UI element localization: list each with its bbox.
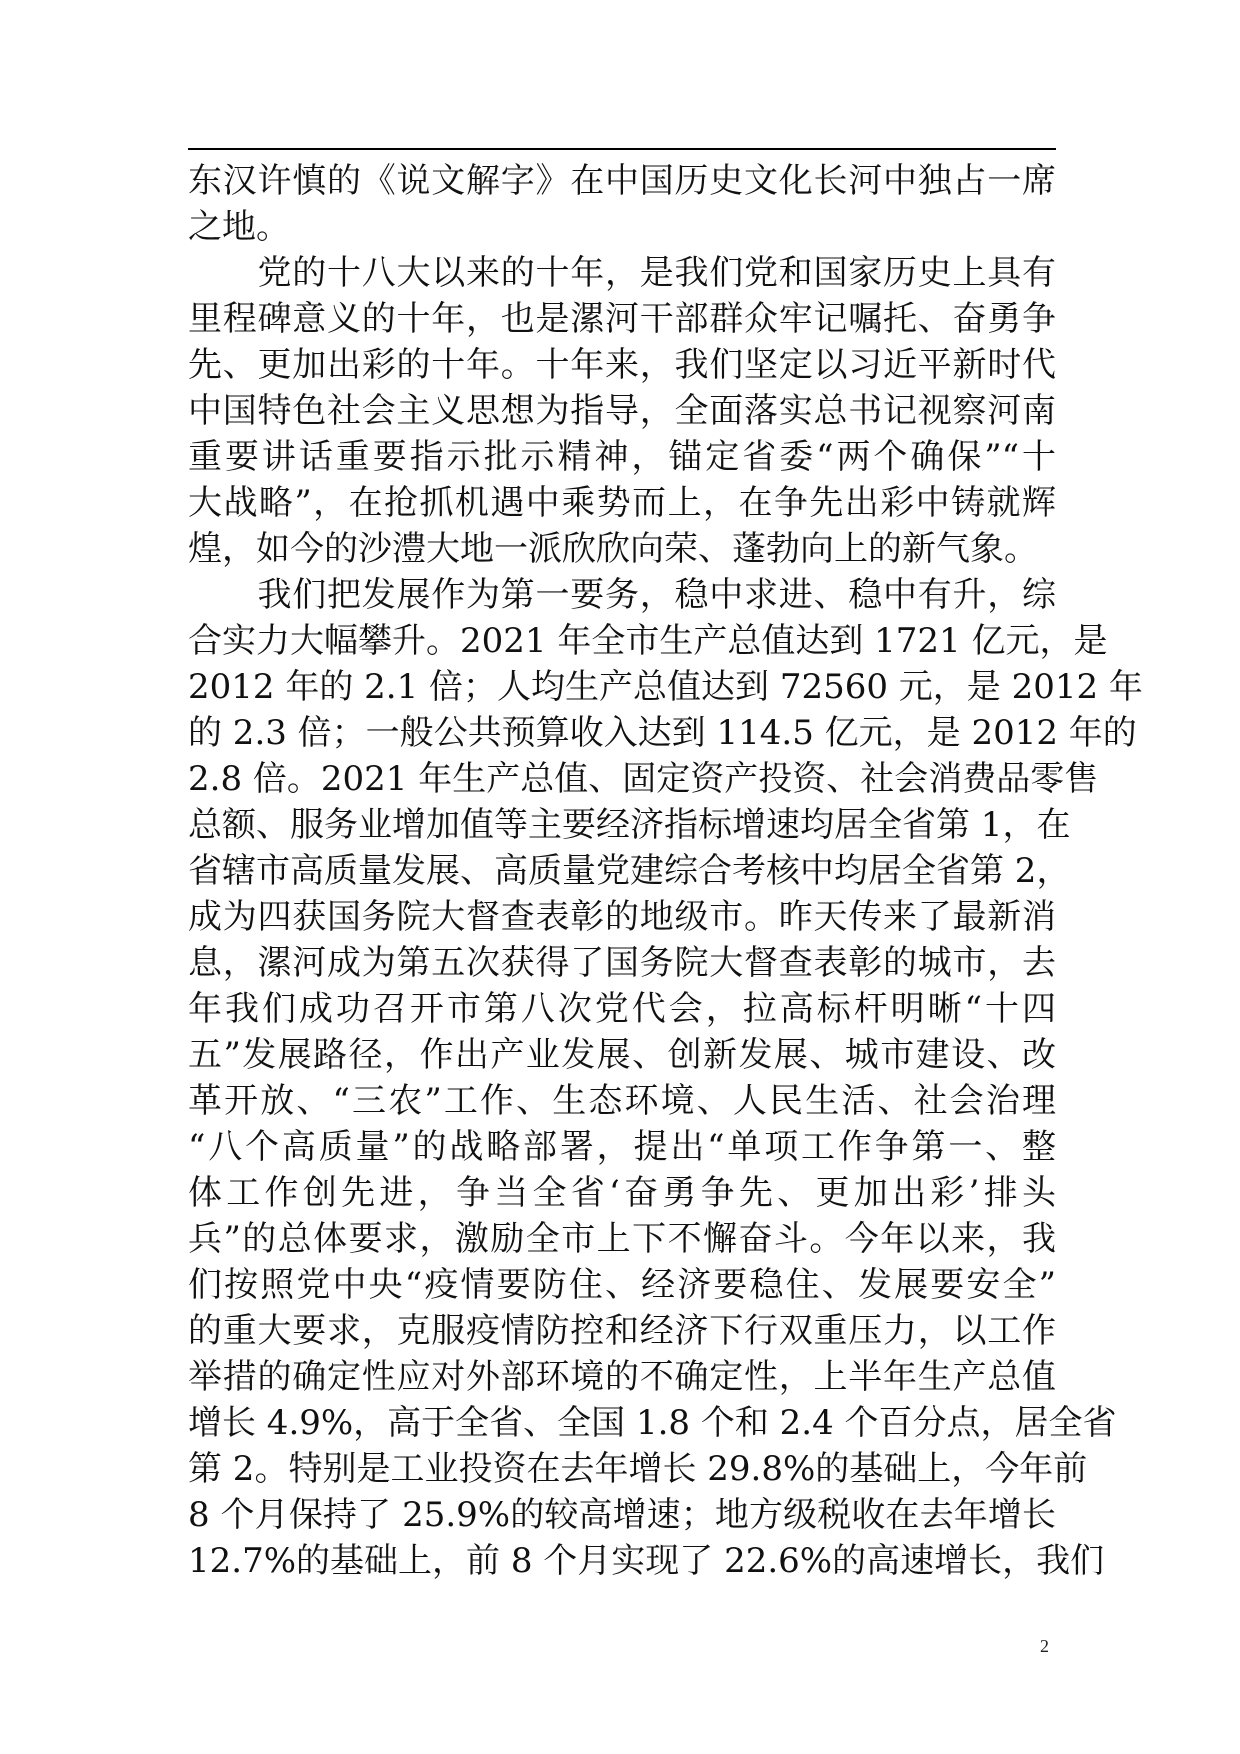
text-line: 2012 年的 2.1 倍；人均生产总值达到 72560 元，是 2012 年 [188, 667, 1143, 707]
text-line: 大战略”，在抢抓机遇中乘势而上，在争先出彩中铸就辉 [188, 483, 1056, 523]
text-line: 2.8 倍。2021 年生产总值、固定资产投资、社会消费品零售 [188, 759, 1099, 799]
text-line: 8 个月保持了 25.9%的较高增速；地方级税收在去年增长 [188, 1495, 1056, 1535]
text-line: 我们把发展作为第一要务，稳中求进、稳中有升，综 [188, 575, 1056, 615]
text-line: 重要讲话重要指示批示精神，锚定省委“两个确保”“十 [188, 437, 1056, 477]
paragraph [188, 250, 1056, 572]
paragraph [188, 158, 1056, 250]
text-line: 增长 4.9%，高于全省、全国 1.8 个和 2.4 个百分点，居全省 [188, 1403, 1117, 1443]
text-line: 总额、服务业增加值等主要经济指标增速均居全省第 1，在 [188, 805, 1071, 845]
text-line: 息，漯河成为第五次获得了国务院大督查表彰的城市，去 [188, 943, 1056, 983]
text-line: 的 2.3 倍；一般公共预算收入达到 114.5 亿元，是 2012 年的 [188, 713, 1137, 753]
text-line: 里程碑意义的十年，也是漯河干部群众牢记嘱托、奋勇争 [188, 299, 1056, 339]
text-line: 五”发展路径，作出产业发展、创新发展、城市建设、改 [188, 1035, 1056, 1075]
text-line: 12.7%的基础上，前 8 个月实现了 22.6%的高速增长，我们 [188, 1541, 1105, 1581]
text-line: 东汉许慎的《说文解字》在中国历史文化长河中独占一席 [188, 161, 1056, 201]
text-line: 成为四获国务院大督查表彰的地级市。昨天传来了最新消 [188, 897, 1056, 937]
text-line: 煌，如今的沙澧大地一派欣欣向荣、蓬勃向上的新气象。 [188, 529, 1038, 569]
text-line: 们按照党中央“疫情要防住、经济要稳住、发展要安全” [188, 1265, 1056, 1305]
text-line: 合实力大幅攀升。2021 年全市生产总值达到 1721 亿元，是 [188, 621, 1108, 661]
document-body [188, 158, 1143, 1584]
text-line: 省辖市高质量发展、高质量党建综合考核中均居全省第 2， [188, 851, 1071, 891]
text-line: 第 2。特别是工业投资在去年增长 29.8%的基础上，今年前 [188, 1449, 1088, 1489]
text-line: 之地。 [188, 207, 290, 247]
page-number: 2 [1040, 1636, 1049, 1656]
text-line: 党的十八大以来的十年，是我们党和国家历史上具有 [188, 253, 1056, 293]
text-line: “八个高质量”的战略部署，提出“单项工作争第一、整 [188, 1127, 1056, 1167]
header-rule [188, 148, 1056, 150]
text-line: 兵”的总体要求，激励全市上下不懈奋斗。今年以来，我 [188, 1219, 1056, 1259]
text-line: 年我们成功召开市第八次党代会，拉高标杆明晰“十四 [188, 989, 1056, 1029]
text-line: 中国特色社会主义思想为指导，全面落实总书记视察河南 [188, 391, 1056, 431]
text-line: 的重大要求，克服疫情防控和经济下行双重压力，以工作 [188, 1311, 1056, 1351]
text-line: 举措的确定性应对外部环境的不确定性，上半年生产总值 [188, 1357, 1056, 1397]
paragraph [188, 572, 1143, 1584]
text-line: 革开放、“三农”工作、生态环境、人民生活、社会治理 [188, 1081, 1056, 1121]
text-line: 先、更加出彩的十年。十年来，我们坚定以习近平新时代 [188, 345, 1056, 385]
text-line: 体工作创先进，争当全省‘奋勇争先、更加出彩’排头 [188, 1173, 1056, 1213]
